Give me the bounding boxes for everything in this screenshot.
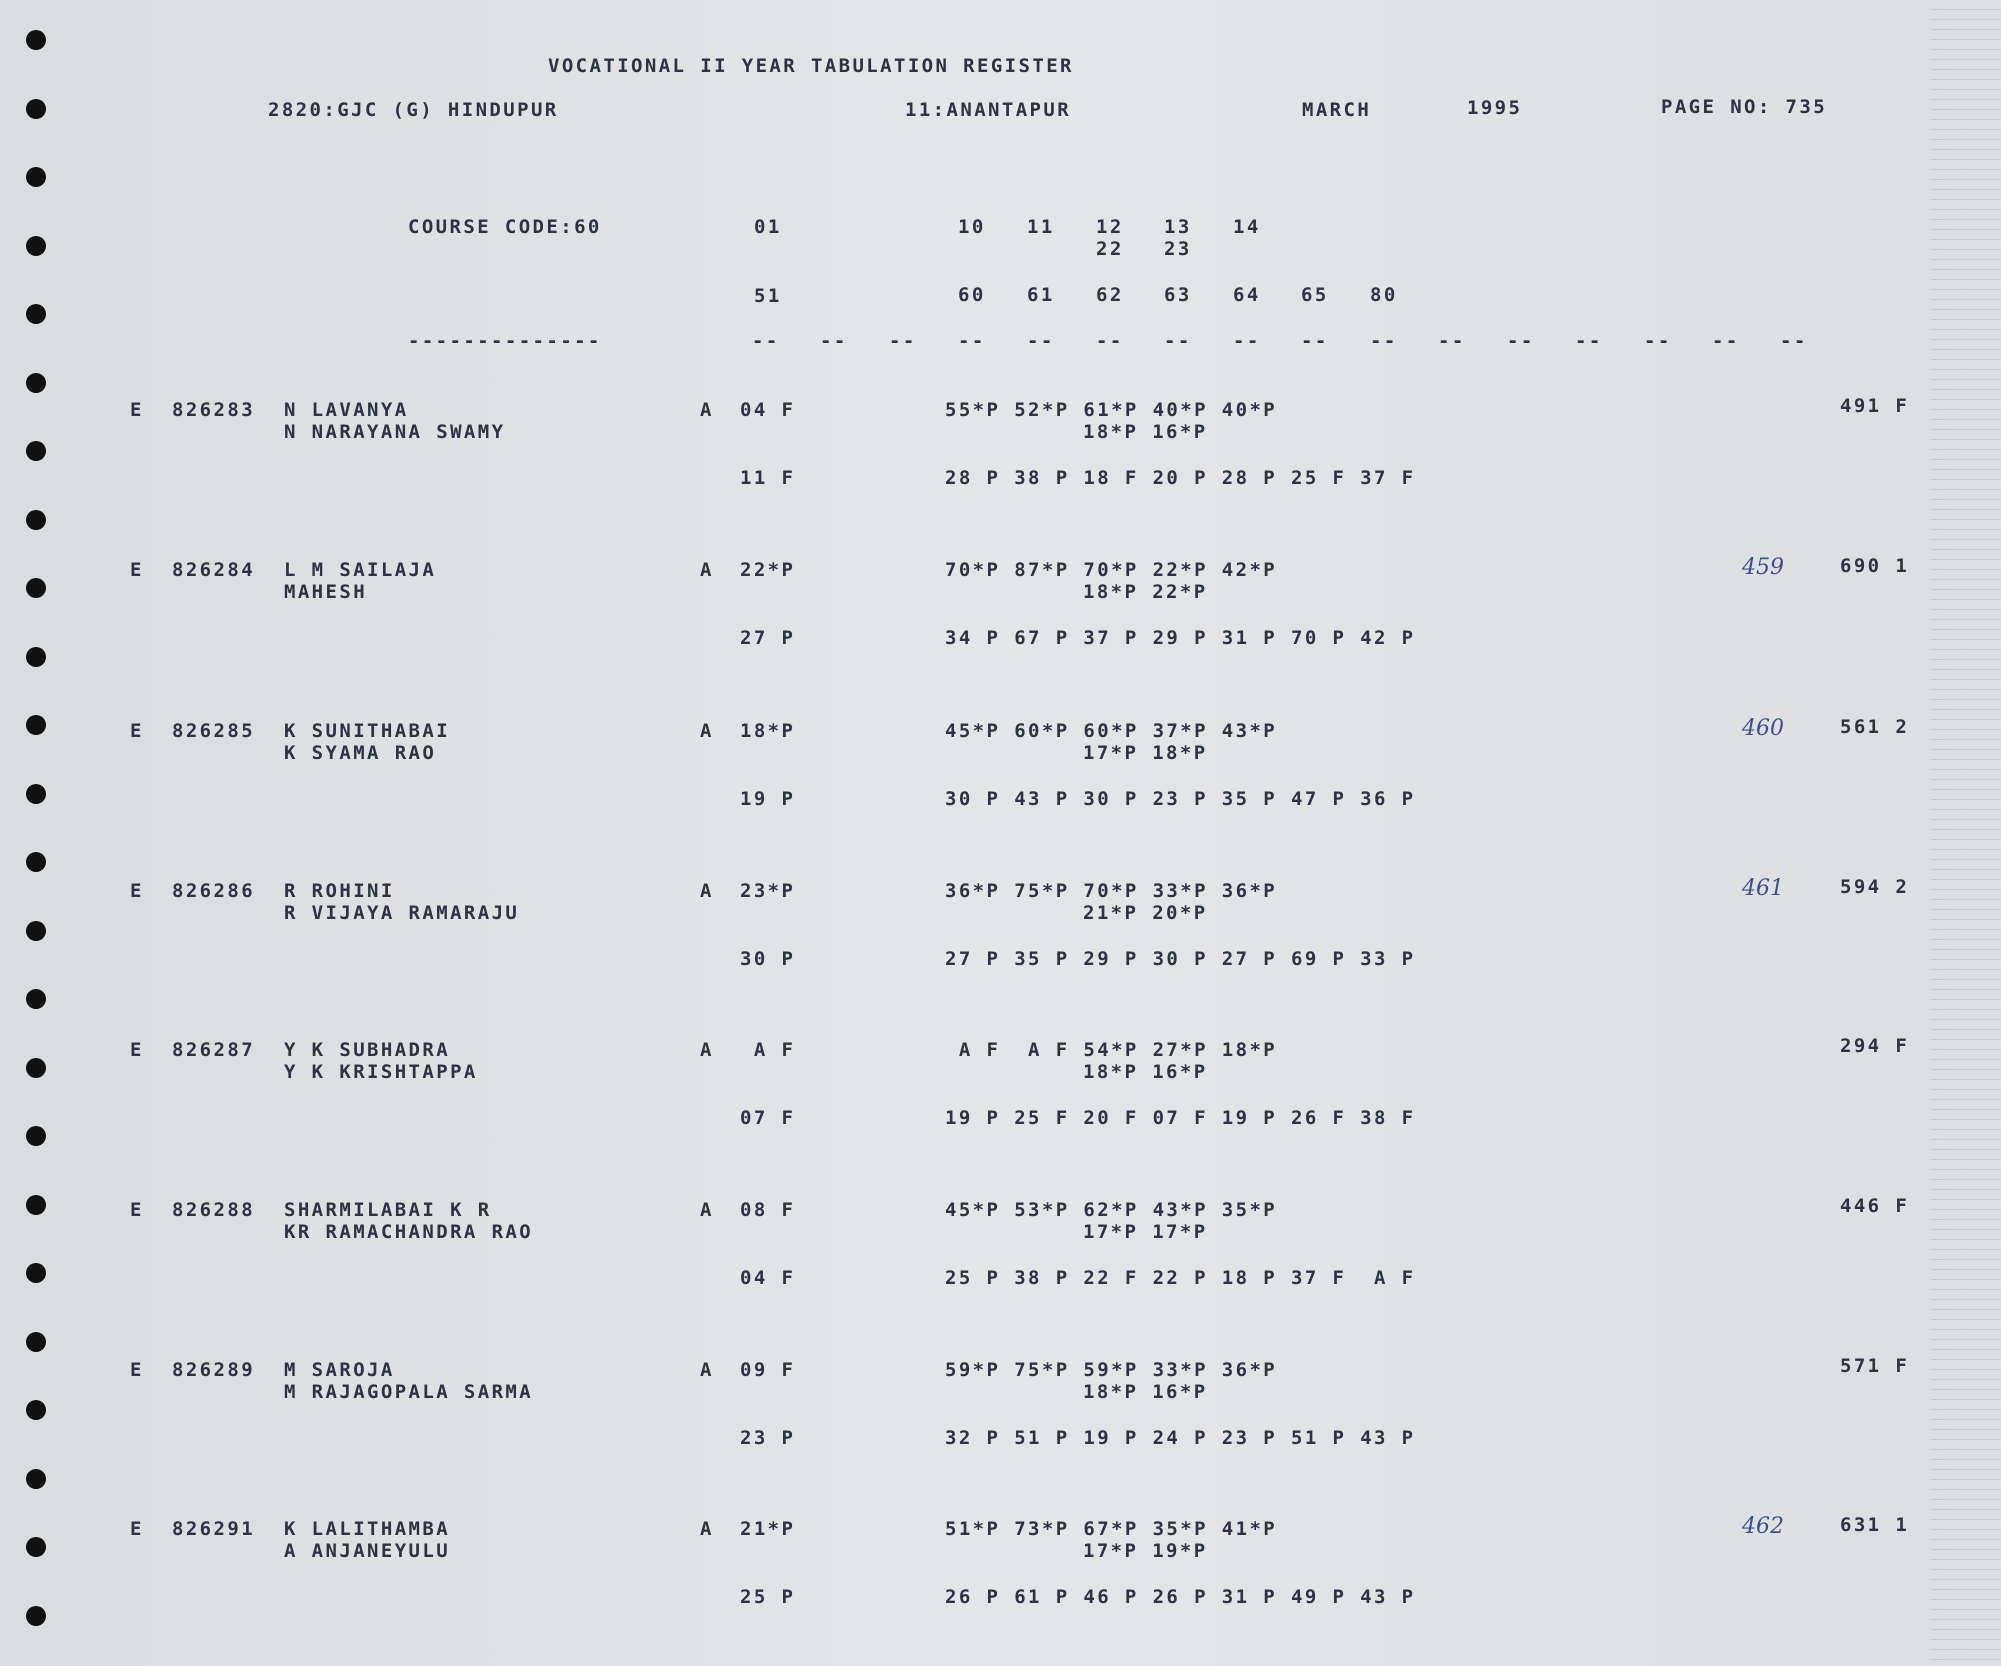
first-mark-line2: 23 P: [740, 1427, 796, 1449]
subject-marks-line2: 18*P 16*P: [1083, 1061, 1208, 1083]
category-code: E: [130, 399, 144, 421]
exam-month: MARCH: [1302, 99, 1372, 121]
handwritten-serial: 462: [1742, 1514, 1784, 1539]
feed-hole: [26, 510, 46, 530]
total-result: 446 F: [1840, 1195, 1910, 1217]
roll-number: 826284: [172, 559, 256, 581]
student-name: R ROHINI: [284, 880, 395, 902]
page-number: PAGE NO: 735: [1661, 96, 1828, 118]
student-name: SHARMILABAI K R: [284, 1199, 492, 1221]
feed-hole: [26, 578, 46, 598]
feed-hole: [26, 852, 46, 872]
student-name: Y K SUBHADRA: [284, 1039, 451, 1061]
handwritten-serial: 459: [1742, 555, 1784, 580]
parent-name: N NARAYANA SWAMY: [284, 421, 506, 443]
college-code: 2820:GJC (G) HINDUPUR: [268, 99, 559, 121]
roll-number: 826286: [172, 880, 256, 902]
medium-code: A: [700, 1518, 714, 1540]
first-mark-line2: 11 F: [740, 467, 796, 489]
subject-marks: 59*P 75*P 59*P 33*P 36*P: [945, 1359, 1278, 1381]
feed-hole: [26, 1606, 46, 1626]
feed-hole: [26, 1263, 46, 1283]
feed-hole: [26, 1058, 46, 1078]
subject-marks-line2: 17*P 19*P: [1083, 1540, 1208, 1562]
feed-hole: [26, 989, 46, 1009]
subject-marks-line3: 27 P 35 P 29 P 30 P 27 P 69 P 33 P: [945, 948, 1416, 970]
medium-code: A: [700, 880, 714, 902]
subject-code-60: 60: [958, 284, 986, 306]
feed-hole: [26, 1195, 46, 1215]
subject-code-12: 12: [1096, 216, 1124, 238]
subject-code-14: 14: [1233, 216, 1261, 238]
category-code: E: [130, 559, 144, 581]
district-code: 11:ANANTAPUR: [905, 99, 1072, 121]
subject-marks: 45*P 53*P 62*P 43*P 35*P: [945, 1199, 1278, 1221]
subject-marks-line3: 26 P 61 P 46 P 26 P 31 P 49 P 43 P: [945, 1586, 1416, 1608]
subject-code-65: 65: [1301, 284, 1329, 306]
column-dash: --: [1575, 330, 1603, 352]
column-dash: --: [1370, 330, 1398, 352]
parent-name: R VIJAYA RAMARAJU: [284, 902, 520, 924]
category-code: E: [130, 1199, 144, 1221]
subject-marks-line3: 19 P 25 F 20 F 07 F 19 P 26 F 38 F: [945, 1107, 1416, 1129]
subject-marks-line2: 21*P 20*P: [1083, 902, 1208, 924]
first-mark-line2: 04 F: [740, 1267, 796, 1289]
feed-hole: [26, 1400, 46, 1420]
column-dash: --: [889, 330, 917, 352]
category-code: E: [130, 1518, 144, 1540]
tractor-feed-holes: [0, 0, 70, 1666]
subject-marks: 36*P 75*P 70*P 33*P 36*P: [945, 880, 1278, 902]
subject-code-80: 80: [1370, 284, 1398, 306]
medium-code: A: [700, 1039, 714, 1061]
medium-code: A: [700, 1199, 714, 1221]
feed-hole: [26, 1469, 46, 1489]
first-mark-line2: 19 P: [740, 788, 796, 810]
column-dash: --: [1027, 330, 1055, 352]
subject-marks-line2: 18*P 22*P: [1083, 581, 1208, 603]
parent-name: K SYAMA RAO: [284, 742, 437, 764]
subject-code-64: 64: [1233, 284, 1261, 306]
feed-hole: [26, 236, 46, 256]
total-result: 491 F: [1840, 395, 1910, 417]
course-code-label: COURSE CODE:60: [408, 216, 602, 238]
first-mark: 21*P: [740, 1518, 796, 1540]
subject-code-01: 01: [754, 216, 782, 238]
subject-marks: A F A F 54*P 27*P 18*P: [945, 1039, 1278, 1061]
column-dash: --: [1712, 330, 1740, 352]
category-code: E: [130, 1039, 144, 1061]
total-result: 294 F: [1840, 1035, 1910, 1057]
parent-name: MAHESH: [284, 581, 368, 603]
column-dash: --: [820, 330, 848, 352]
subject-marks-line3: 28 P 38 P 18 F 20 P 28 P 25 F 37 F: [945, 467, 1416, 489]
subject-marks-line3: 32 P 51 P 19 P 24 P 23 P 51 P 43 P: [945, 1427, 1416, 1449]
column-dash: --: [1438, 330, 1466, 352]
total-result: 571 F: [1840, 1355, 1910, 1377]
column-dash: --: [1301, 330, 1329, 352]
total-result: 631 1: [1840, 1514, 1910, 1536]
subject-marks-line2: 18*P 16*P: [1083, 421, 1208, 443]
column-dash: --: [1233, 330, 1261, 352]
first-mark: 08 F: [740, 1199, 796, 1221]
feed-hole: [26, 1332, 46, 1352]
first-mark: 23*P: [740, 880, 796, 902]
student-name: N LAVANYA: [284, 399, 409, 421]
feed-hole: [26, 784, 46, 804]
medium-code: A: [700, 1359, 714, 1381]
subject-marks: 70*P 87*P 70*P 22*P 42*P: [945, 559, 1278, 581]
first-mark-line2: 27 P: [740, 627, 796, 649]
feed-hole: [26, 715, 46, 735]
student-name: K SUNITHABAI: [284, 720, 451, 742]
course-dash-rule: --------------: [408, 330, 602, 352]
column-dash: --: [1780, 330, 1808, 352]
feed-hole: [26, 30, 46, 50]
column-dash: --: [1507, 330, 1535, 352]
column-dash: --: [1096, 330, 1124, 352]
total-result: 594 2: [1840, 876, 1910, 898]
parent-name: KR RAMACHANDRA RAO: [284, 1221, 534, 1243]
exam-year: 1995: [1467, 97, 1523, 119]
first-mark-line2: 07 F: [740, 1107, 796, 1129]
first-mark-line2: 25 P: [740, 1586, 796, 1608]
paper-edge-lines: [1931, 0, 2001, 1666]
subject-marks-line3: 25 P 38 P 22 F 22 P 18 P 37 F A F: [945, 1267, 1416, 1289]
subject-marks: 51*P 73*P 67*P 35*P 41*P: [945, 1518, 1278, 1540]
feed-hole: [26, 441, 46, 461]
subject-code-63: 63: [1164, 284, 1192, 306]
total-result: 561 2: [1840, 716, 1910, 738]
subject-marks-line2: 17*P 17*P: [1083, 1221, 1208, 1243]
subject-marks-line2: 18*P 16*P: [1083, 1381, 1208, 1403]
medium-code: A: [700, 399, 714, 421]
register-title: VOCATIONAL II YEAR TABULATION REGISTER: [548, 55, 1074, 77]
subject-code-11: 11: [1027, 216, 1055, 238]
subject-code-10: 10: [958, 216, 986, 238]
handwritten-serial: 461: [1742, 876, 1784, 901]
subject-marks-line2: 17*P 18*P: [1083, 742, 1208, 764]
column-dash: --: [1644, 330, 1672, 352]
first-mark: 22*P: [740, 559, 796, 581]
parent-name: Y K KRISHTAPPA: [284, 1061, 478, 1083]
feed-hole: [26, 99, 46, 119]
first-mark: 09 F: [740, 1359, 796, 1381]
parent-name: M RAJAGOPALA SARMA: [284, 1381, 534, 1403]
subject-marks: 45*P 60*P 60*P 37*P 43*P: [945, 720, 1278, 742]
parent-name: A ANJANEYULU: [284, 1540, 451, 1562]
first-mark: 18*P: [740, 720, 796, 742]
column-dash: --: [1164, 330, 1192, 352]
feed-hole: [26, 167, 46, 187]
column-dash: --: [752, 330, 780, 352]
subject-marks-line3: 30 P 43 P 30 P 23 P 35 P 47 P 36 P: [945, 788, 1416, 810]
medium-code: A: [700, 559, 714, 581]
student-name: K LALITHAMBA: [284, 1518, 451, 1540]
student-name: M SAROJA: [284, 1359, 395, 1381]
subject-marks: 55*P 52*P 61*P 40*P 40*P: [945, 399, 1278, 421]
feed-hole: [26, 921, 46, 941]
subject-code-22: 22: [1096, 238, 1124, 260]
first-mark: A F: [740, 1039, 796, 1061]
category-code: E: [130, 720, 144, 742]
category-code: E: [130, 880, 144, 902]
subject-code-23: 23: [1164, 238, 1192, 260]
feed-hole: [26, 373, 46, 393]
category-code: E: [130, 1359, 144, 1381]
subject-code-51: 51: [754, 285, 782, 307]
column-dash: --: [958, 330, 986, 352]
subject-code-61: 61: [1027, 284, 1055, 306]
roll-number: 826289: [172, 1359, 256, 1381]
roll-number: 826288: [172, 1199, 256, 1221]
feed-hole: [26, 1126, 46, 1146]
feed-hole: [26, 1537, 46, 1557]
student-name: L M SAILAJA: [284, 559, 437, 581]
feed-hole: [26, 304, 46, 324]
subject-code-62: 62: [1096, 284, 1124, 306]
first-mark: 04 F: [740, 399, 796, 421]
first-mark-line2: 30 P: [740, 948, 796, 970]
feed-hole: [26, 647, 46, 667]
subject-code-13: 13: [1164, 216, 1192, 238]
medium-code: A: [700, 720, 714, 742]
roll-number: 826285: [172, 720, 256, 742]
total-result: 690 1: [1840, 555, 1910, 577]
handwritten-serial: 460: [1742, 716, 1784, 741]
roll-number: 826283: [172, 399, 256, 421]
subject-marks-line3: 34 P 67 P 37 P 29 P 31 P 70 P 42 P: [945, 627, 1416, 649]
roll-number: 826287: [172, 1039, 256, 1061]
roll-number: 826291: [172, 1518, 256, 1540]
